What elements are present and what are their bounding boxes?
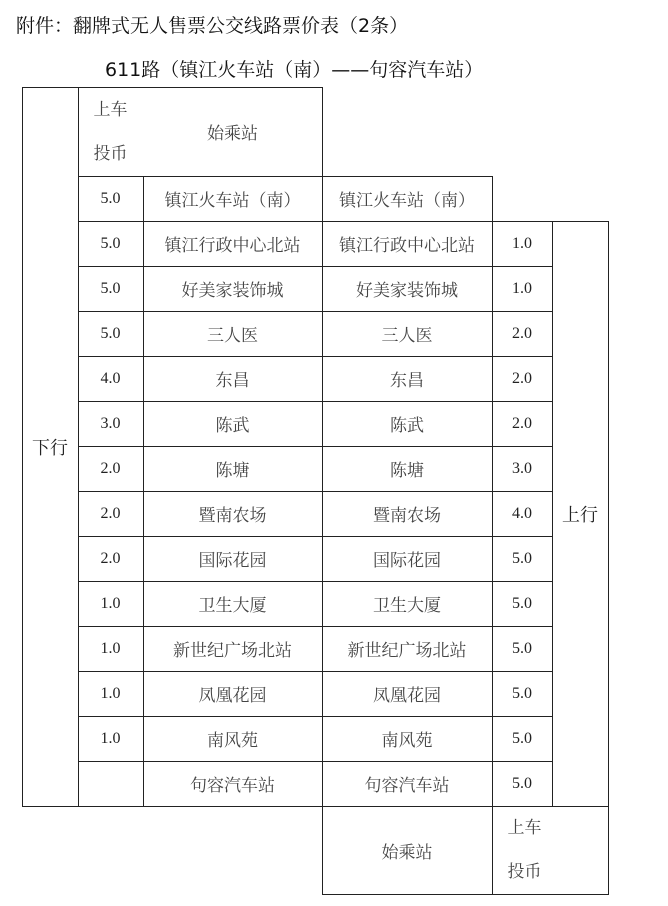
- up-fare-cell: 4.0: [512, 504, 532, 522]
- up-stop-cell: 陈武: [390, 416, 424, 436]
- down-fare-cell: 1.0: [100, 729, 121, 747]
- up-fare-cell: 5.0: [512, 684, 532, 702]
- up-stop-cell: 新世纪广场北站: [347, 641, 467, 661]
- down-fare-header-line: 投币: [93, 143, 128, 164]
- down-stop-cell: 镇江行政中心北站: [164, 236, 301, 256]
- up-stop-cell: 三人医: [381, 326, 433, 346]
- table-rule: [322, 87, 323, 177]
- up-stop-cell: 暨南农场: [373, 506, 441, 526]
- down-stop-cell: 国际花园: [198, 551, 267, 571]
- up-stop-cell: 镇江行政中心北站: [339, 236, 475, 256]
- down-stop-cell: 卫生大厦: [198, 596, 267, 616]
- table-rule: [322, 894, 609, 895]
- down-stop-cell: 新世纪广场北站: [173, 641, 292, 661]
- down-direction-label: 下行: [32, 437, 68, 459]
- up-fare-cell: 5.0: [512, 594, 532, 612]
- down-fare-cell: 5.0: [100, 324, 121, 342]
- down-fare-cell: 2.0: [100, 459, 121, 477]
- up-fare-cell: 5.0: [512, 774, 532, 792]
- up-fare-cell: 5.0: [512, 729, 532, 747]
- up-fare-cell: 2.0: [512, 324, 532, 342]
- down-fare-header: [78, 87, 143, 176]
- up-fare-footer-line: 投币: [507, 862, 542, 882]
- up-fare-cell: 5.0: [512, 639, 532, 657]
- route-title: 611路（镇江火车站（南）——句容汽车站）: [105, 59, 484, 81]
- down-stop-cell: 句容汽车站: [190, 776, 275, 796]
- up-stop-cell: 南风苑: [381, 731, 433, 751]
- down-fare-cell: 1.0: [100, 639, 121, 657]
- down-stop-cell: 东昌: [215, 371, 250, 391]
- down-fare-header-line: 上车: [93, 99, 128, 120]
- down-fare-cell: 2.0: [100, 504, 121, 522]
- up-stop-cell: 镇江火车站（南）: [339, 191, 475, 211]
- down-fare-cell: 2.0: [100, 549, 121, 567]
- down-stop-cell: 陈武: [215, 416, 250, 436]
- attachment-title: 附件：翻牌式无人售票公交线路票价表（2条）: [16, 15, 409, 37]
- down-start-header: 始乘站: [207, 124, 258, 144]
- down-stop-cell: 凤凰花园: [198, 686, 267, 706]
- down-stop-cell: 好美家装饰城: [181, 281, 284, 301]
- up-stop-cell: 好美家装饰城: [356, 281, 458, 301]
- up-fare-footer-line: 上车: [507, 818, 542, 838]
- down-fare-cell: 5.0: [100, 234, 121, 252]
- up-fare-cell: 2.0: [512, 369, 532, 387]
- down-fare-cell: 4.0: [100, 369, 121, 387]
- down-fare-cell: 1.0: [100, 594, 121, 612]
- down-fare-cell: 3.0: [100, 414, 121, 432]
- up-stop-cell: 国际花园: [373, 551, 441, 571]
- down-fare-cell: 5.0: [100, 189, 121, 207]
- up-stop-cell: 凤凰花园: [373, 686, 441, 706]
- down-fare-cell: 5.0: [100, 279, 121, 297]
- up-stop-cell: 东昌: [390, 371, 424, 391]
- down-stop-cell: 镇江火车站（南）: [164, 191, 301, 211]
- up-stop-cell: 陈塘: [390, 461, 424, 481]
- down-stop-cell: 暨南农场: [198, 506, 267, 526]
- down-stop-cell: 陈塘: [215, 461, 250, 481]
- up-stop-cell: 句容汽车站: [364, 776, 450, 796]
- table-rule: [608, 221, 609, 895]
- up-fare-cell: 3.0: [512, 459, 532, 477]
- up-fare-cell: 1.0: [512, 279, 532, 297]
- up-fare-cell: 1.0: [512, 234, 532, 252]
- up-stop-cell: 卫生大厦: [373, 596, 441, 616]
- up-fare-footer: [492, 806, 557, 894]
- down-fare-cell: 1.0: [100, 684, 121, 702]
- up-fare-cell: 2.0: [512, 414, 532, 432]
- up-direction-label: 上行: [562, 504, 598, 526]
- down-stop-cell: 南风苑: [207, 731, 258, 751]
- up-fare-cell: 5.0: [512, 549, 532, 567]
- down-fare-cell: [78, 761, 143, 806]
- down-stop-cell: 三人医: [207, 326, 258, 346]
- up-start-footer: 始乘站: [381, 842, 433, 863]
